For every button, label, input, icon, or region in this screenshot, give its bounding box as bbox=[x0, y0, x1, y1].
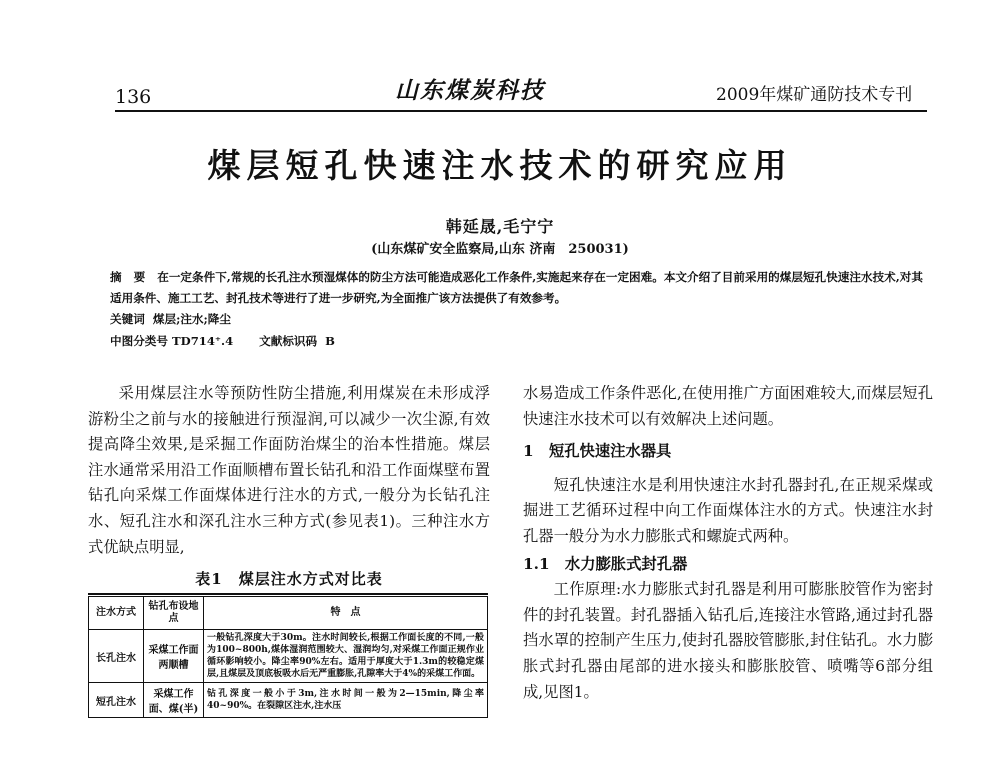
table-row bbox=[89, 630, 488, 683]
keywords bbox=[110, 311, 231, 327]
table-cell-method: 长孔注水 bbox=[89, 630, 144, 683]
doc-code-value: B bbox=[325, 334, 335, 348]
issue-name: 2009年煤矿通防技术专刊 bbox=[716, 85, 913, 105]
body-right-column bbox=[523, 381, 933, 705]
journal-logo: 山东煤炭科技 bbox=[395, 77, 545, 104]
table-header-cell: 注水方式 bbox=[89, 597, 144, 630]
table-row bbox=[89, 683, 488, 718]
clc-label: 中图分类号 bbox=[110, 334, 168, 348]
doc-code-label: 文献标识码 bbox=[259, 334, 318, 348]
table-cell-feature: 钻孔深度一般小于3m,注水时间一般为2—15min,降尘率40~90%。在裂隙区注水,注水压 bbox=[204, 683, 488, 718]
table-top-rule bbox=[88, 593, 488, 595]
keywords-label: 关键词 bbox=[110, 312, 145, 326]
table-cell-place: 采煤工作面两顺槽 bbox=[144, 630, 204, 683]
table-cell-place: 采煤工作面、煤(半) bbox=[144, 683, 204, 718]
table-caption: 表1 煤层注水方式对比表 bbox=[195, 570, 383, 588]
abstract-label: 摘 要 bbox=[110, 270, 150, 284]
section-heading-1-1: 1.1 水力膨胀式封孔器 bbox=[523, 554, 688, 573]
table-header-cell: 特 点 bbox=[204, 597, 488, 630]
keywords-text: 煤层;注水;降尘 bbox=[152, 312, 231, 326]
header-rule bbox=[115, 110, 927, 112]
table-header-row bbox=[89, 597, 488, 630]
abstract-text: 在一定条件下,常规的长孔注水预湿煤体的防尘方法可能造成恶化工作条件,实施起来存在一定困难。本文介绍了目前采用的煤层短孔快速注水技术,对其适用条件、施工工艺、封孔技术等进行了进一步研究,为全面推广该方法提供了有效参考。 bbox=[110, 270, 923, 305]
paper-title: 煤层短孔快速注水技术的研究应用 bbox=[207, 146, 793, 185]
table-header-cell: 钻孔布设地点 bbox=[144, 597, 204, 630]
classification bbox=[110, 333, 335, 349]
clc-value: TD714⁺.4 bbox=[172, 334, 234, 348]
body-right-paragraph-1: 水易造成工作条件恶化,在使用推广方面困难较大,而煤层短孔快速注水技术可以有效解决上述问题。 bbox=[523, 384, 933, 428]
body-left-paragraph: 采用煤层注水等预防性防尘措施,利用煤炭在未形成浮游粉尘之前与水的接触进行预湿润,可以减少一次尘源,有效提高降尘效果,是采掘工作面防治煤尘的治本性措施。煤层注水通常采用沿工作面顺槽布置长钻孔和沿工作面煤壁布置钻孔向采煤工作面煤体进行注水的方式,一般分为长钻孔注水、短孔注水和深孔注水三种方式(参见表1)。三种注水方式优缺点明显, bbox=[88, 384, 490, 556]
table-cell-feature: 一般钻孔深度大于30m。注水时间较长,根据工作面长度的不同,一般为100~800h,煤体湿润范围较大、湿润均匀,对采煤工作面正规作业循环影响较小。降尘率90%左右。适用于厚度大于1.3m的较稳定煤层,且煤层及顶底板吸水后无严重膨胀,孔隙率大于4%的采煤工作面。 bbox=[204, 630, 488, 683]
table-cell-method: 短孔注水 bbox=[89, 683, 144, 718]
abstract bbox=[110, 267, 928, 309]
authors: 韩延晟,毛宁宁 bbox=[445, 217, 555, 236]
section-heading-1: 1 短孔快速注水器具 bbox=[523, 442, 672, 461]
affiliation: (山东煤矿安全监察局,山东 济南 250031) bbox=[371, 242, 629, 257]
body-right-paragraph-3: 工作原理:水力膨胀式封孔器是利用可膨胀胶管作为密封件的封孔装置。封孔器插入钻孔后,连接注水管路,通过封孔器挡水罩的控制产生压力,使封孔器胶管膨胀,封住钻孔。水力膨胀式封孔器由尾部的进水接头和膨胀胶管、喷嘴等6部分组成,见图1。 bbox=[523, 580, 933, 701]
body-right-paragraph-2: 短孔快速注水是利用快速注水封孔器封孔,在正规采煤或掘进工艺循环过程中向工作面煤体注水的方式。快速注水封孔器一般分为水力膨胀式和螺旋式两种。 bbox=[523, 475, 933, 545]
comparison-table bbox=[88, 596, 488, 718]
page-number: 136 bbox=[115, 86, 152, 108]
